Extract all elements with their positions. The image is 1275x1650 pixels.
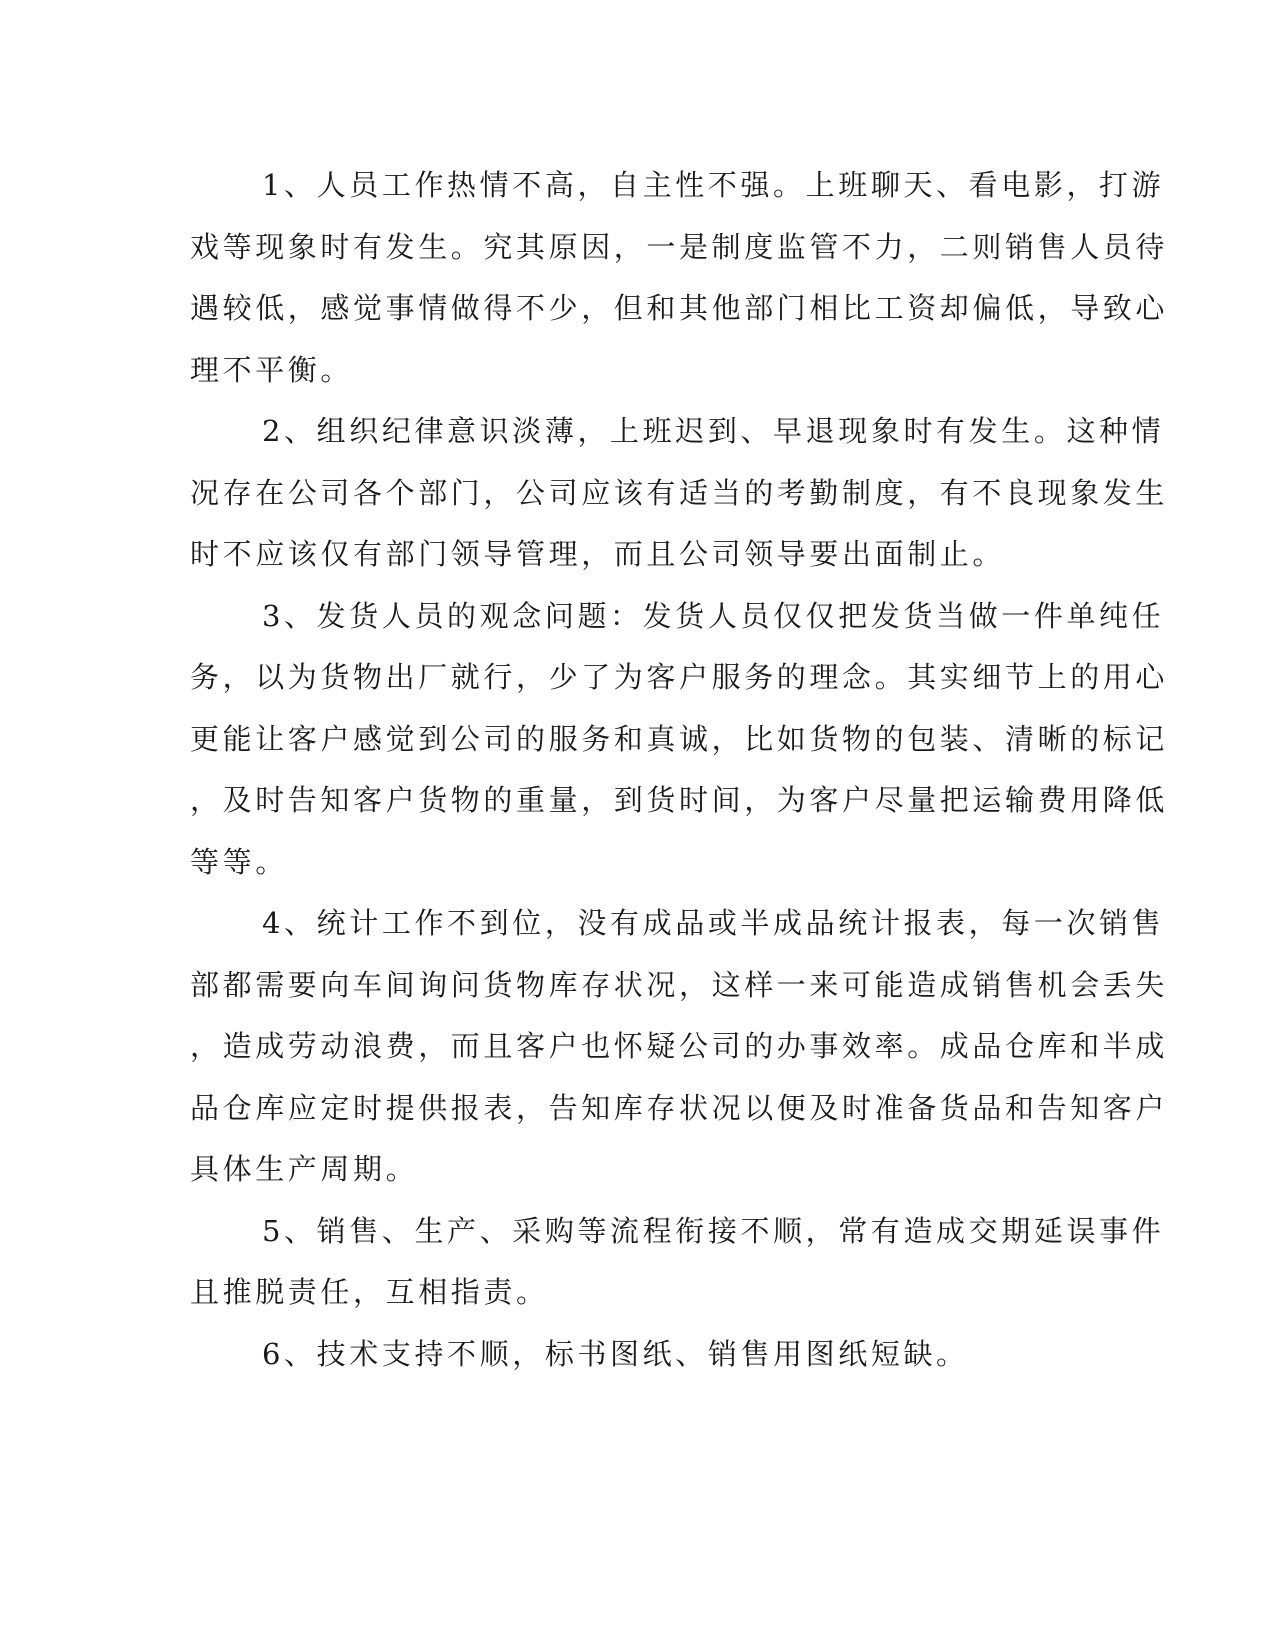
paragraph-line: 4、统计工作不到位，没有成品或半成品统计报表，每一次销售: [262, 906, 1165, 940]
paragraph-2: [190, 401, 1169, 586]
paragraph-line: 遇较低，感觉事情做得不少，但和其他部门相比工资却偏低，导致心: [190, 291, 1169, 325]
paragraph-1: [190, 155, 1169, 401]
paragraph-line: 况存在公司各个部门，公司应该有适当的考勤制度，有不良现象发生: [190, 475, 1169, 510]
paragraph-line: ，及时告知客户货物的重量，到货时间，为客户尽量把运输费用降低: [190, 783, 1169, 817]
paragraph-line: 1、人员工作热情不高，自主性不强。上班聊天、看电影，打游: [262, 168, 1165, 202]
paragraph-line: 戏等现象时有发生。究其原因，一是制度监管不力，二则销售人员待: [190, 229, 1169, 264]
paragraph-line: 品仓库应定时提供报表，告知库存状况以便及时准备货品和告知客户: [190, 1090, 1169, 1125]
document-body: [190, 155, 1169, 1385]
paragraph-line: 6、技术支持不顺，标书图纸、销售用图纸短缺。: [262, 1336, 969, 1371]
paragraph-line: 理不平衡。: [190, 352, 354, 387]
paragraph-line: 更能让客户感觉到公司的服务和真诚，比如货物的包装、清晰的标记: [190, 721, 1169, 756]
paragraph-3: [190, 586, 1169, 894]
paragraph-line: ，造成劳动浪费，而且客户也怀疑公司的办事效率。成品仓库和半成: [190, 1029, 1169, 1063]
paragraph-line: 等等。: [190, 844, 288, 879]
paragraph-line: 2、组织纪律意识淡薄，上班迟到、早退现象时有发生。这种情: [262, 414, 1165, 448]
paragraph-4: [190, 893, 1169, 1201]
paragraph-line: 具体生产周期。: [190, 1152, 419, 1186]
paragraph-line: 时不应该仅有部门领导管理，而且公司领导要出面制止。: [190, 537, 1006, 571]
paragraph-line: 部都需要向车间询问货物库存状况，这样一来可能造成销售机会丢失: [190, 967, 1169, 1002]
paragraph-line: 务，以为货物出厂就行，少了为客户服务的理念。其实细节上的用心: [190, 660, 1169, 694]
paragraph-6: [190, 1324, 1070, 1386]
paragraph-line: 5、销售、生产、采购等流程衔接不顺，常有造成交期延误事件: [262, 1213, 1165, 1248]
paragraph-line: 且推脱责任，互相指责。: [190, 1275, 549, 1309]
paragraph-line: 3、发货人员的观念问题：发货人员仅仅把发货当做一件单纯任: [262, 598, 1165, 633]
paragraph-5: [190, 1201, 1165, 1324]
